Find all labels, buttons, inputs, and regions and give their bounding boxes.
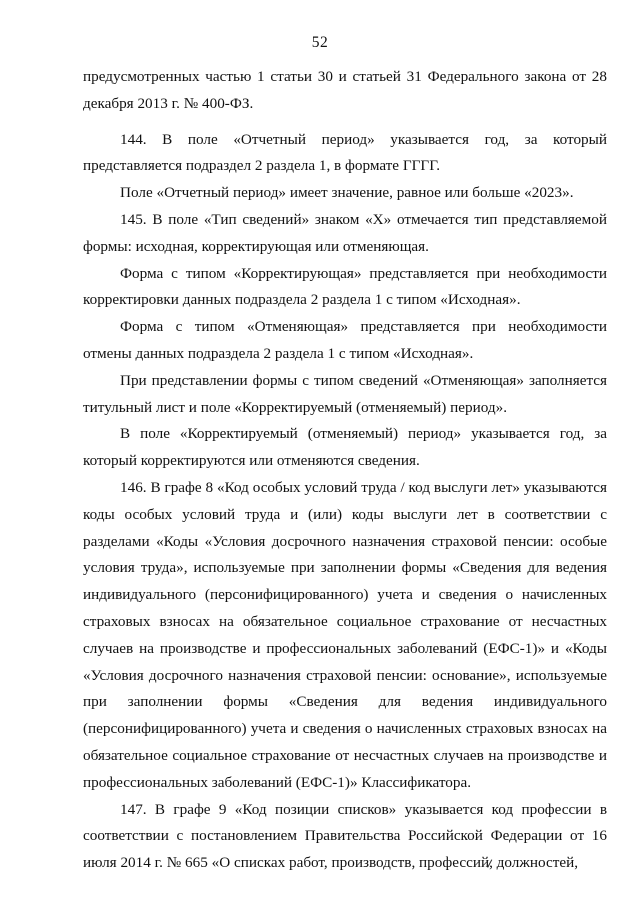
paragraph-146: 146. В графе 8 «Код особых условий труда / код выслуги лет» указываются коды особых условий труда и (или) коды выслуги лет в соответствии с разделами «Коды «Условия досрочного назначения страховой пенсии: особые условия труда», используемые при заполнении формы «Сведения для ведения индивидуального (персонифицированного) учета и сведения о начисленных страховых взносах на обязательное социальное страхование от несчастных случаев на производстве и профессиональных заболеваний (ЕФС-1)» и «Коды «Условия досрочного назначения страховой пенсии: основание», используемые при заполнении формы «Сведения для ведения индивидуального (персонифицированного) учета и сведения о начисленных страховых взносах на обязательное социальное страхование от несчастных случаев на производстве и профессиональных заболеваний (ЕФС-1)» Классификатора. [83, 478, 607, 791]
paragraph-145-corrected-period: В поле «Корректируемый (отменяемый) период» указывается год, за который корректируются или отменяются сведения. [83, 425, 607, 470]
page-number: 52 [311, 34, 329, 51]
paragraph-145: 145. В поле «Тип сведений» знаком «Х» отмечается тип представляемой формы: исходная, корректирующая или отменяющая. [83, 210, 607, 255]
paragraph-145-title-sheet: При представлении формы с типом сведений «Отменяющая» заполняется титульный лист и поле «Корректируемый (отменяемый) период». [83, 371, 607, 416]
paragraph-145-cancelling: Форма с типом «Отменяющая» представляется при необходимости отмены данных подраздела 2 раздела 1 с типом «Исходная». [83, 318, 607, 362]
paragraph-147: 147. В графе 9 «Код позиции списков» указывается код профессии в соответствии с постановлением Правительства Российской Федерации от 16 июля 2014 г. № 665 «О списках работ, производств, профессий, должностей, [83, 800, 607, 872]
paragraph-145-corrective: Форма с типом «Корректирующая» представляется при необходимости корректировки данных подраздела 2 раздела 1 с типом «Исходная». [83, 264, 607, 309]
paragraph-continuation: предусмотренных частью 1 статьи 30 и статьей 31 Федерального закона от 28 декабря 2013 г. № 400-ФЗ. [83, 68, 607, 112]
paragraph-144: 144. В поле «Отчетный период» указывается год, за который представляется подраздел 2 раздела 1, в формате ГГГГ. [83, 130, 607, 175]
document-body [83, 64, 607, 877]
paragraph-144-reporting-value: Поле «Отчетный период» имеет значение, равное или больше «2023». [120, 184, 574, 202]
